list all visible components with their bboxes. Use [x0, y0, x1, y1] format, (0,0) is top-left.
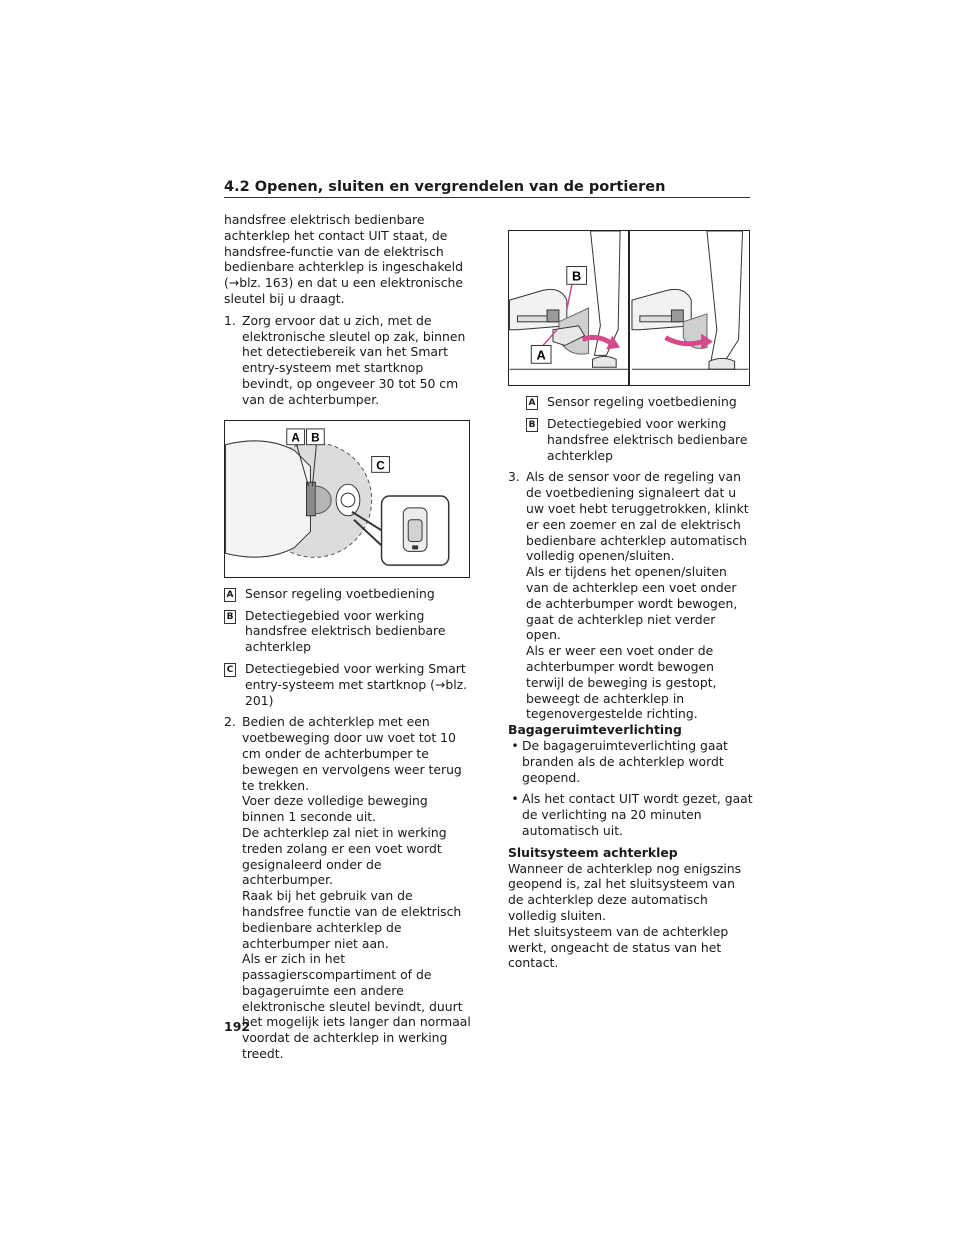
- legend-text: Detectiegebied voor werking Smart entry-systeem met startknop (→blz. 201): [245, 660, 468, 708]
- legend-badge: B: [224, 610, 236, 624]
- legend-text: Sensor regeling voetbediening: [547, 394, 737, 409]
- bullet-item: [508, 738, 753, 785]
- figure-foot-motion: [508, 230, 750, 386]
- legend-text: Detectiegebied voor werking handsfree elektrisch bedienbare achterklep: [547, 416, 748, 463]
- legend-text: Sensor regeling voetbediening: [245, 585, 435, 601]
- step-note: Als er tijdens het openen/sluiten van de achterklep een voet onder de achterbumper wordt bewogen, gaat de achterklep niet verder open.: [526, 564, 738, 643]
- figure-label-b: B: [572, 268, 582, 284]
- figure-label-a: A: [536, 347, 546, 363]
- smart-key-icon: [403, 507, 427, 550]
- figure-label-b: B: [311, 430, 320, 445]
- bumper-illustration-left: [510, 289, 567, 329]
- step-note: Raak bij het gebruik van de handsfree functie van de elektrisch bedienbare achterklep de achterbumper niet aan.: [242, 888, 462, 951]
- legend-item: [224, 608, 474, 655]
- step-1: [224, 313, 474, 408]
- bullet-symbol: •: [511, 791, 519, 807]
- right-column: [508, 230, 753, 971]
- step-text: Zorg ervoor dat u zich, met de elektronische sleutel op zak, binnen het detectiebereik van het Smart entry-systeem met startknop bevindt, op ongeveer 30 tot 50 cm van de achterbumper.: [242, 312, 466, 407]
- step-note: De achterklep zal niet in werking treden zolang er een voet wordt gesignaleerd onder de achterbumper.: [242, 824, 447, 888]
- figure-detection-range: [224, 420, 470, 578]
- page-number: 192: [224, 1019, 251, 1034]
- bullet-symbol: •: [511, 737, 519, 753]
- bullet-item: [508, 791, 753, 838]
- step-note: Als er zich in het passagierscompartiment of de bagageruimte een andere elektronische sleutel bevindt, duurt het mogelijk iets langer dan normaal voordat de achterklep in werking treedt.: [242, 951, 471, 1062]
- bumper-illustration-right: [632, 289, 691, 329]
- legend-badge: A: [526, 396, 538, 410]
- step-2: [224, 714, 474, 793]
- paragraph: Het sluitsysteem van de achterklep werkt, ongeacht de status van het contact.: [508, 923, 729, 971]
- intro-paragraph: handsfree elektrisch bedienbare achterklep het contact UIT staat, de handsfree-functie van de elektrisch bedienbare achterklep is ingeschakeld (→blz. 163) en dat u een elektronische sleutel bij u draagt.: [224, 212, 463, 306]
- bullet-text: Als het contact UIT wordt gezet, gaat de verlichting na 20 minuten automatisch uit.: [522, 791, 753, 838]
- heading-closing-system: Sluitsysteem achterklep: [508, 844, 678, 860]
- step-text: Als de sensor voor de regeling van de voetbediening signaleert dat u uw voet hebt teruggetrokken, klinkt er een zoemer en zal de elektrisch bedienbare achterklep automatisch volledig openen/sluiten.: [526, 469, 749, 564]
- legend-badge: B: [526, 418, 538, 432]
- paragraph: Wanneer de achterklep nog enigszins geopend is, zal het sluitsysteem van de achterklep deze automatisch volledig sluiten.: [508, 860, 742, 923]
- legend-badge: A: [224, 588, 236, 602]
- legs-right: [707, 231, 743, 369]
- step-note: Voer deze volledige beweging binnen 1 seconde uit.: [242, 793, 428, 825]
- step-number: 3.: [508, 469, 520, 485]
- left-column: [224, 212, 474, 1062]
- bullet-text: De bagageruimteverlichting gaat branden als de achterklep wordt geopend.: [522, 737, 728, 785]
- legend-item: [224, 586, 474, 602]
- heading-luggage-light: Bagageruimteverlichting: [508, 722, 682, 738]
- legend-item: [526, 394, 753, 410]
- step-number: 1.: [224, 312, 236, 328]
- legend-item: [224, 661, 474, 708]
- legend-text: Detectiegebied voor werking handsfree elektrisch bedienbare achterklep: [245, 607, 446, 655]
- step-number: 2.: [224, 714, 236, 730]
- section-header: 4.2 Openen, sluiten en vergrendelen van de portieren: [224, 179, 750, 198]
- legend-badge: C: [224, 663, 236, 677]
- legend-right: [526, 394, 753, 463]
- step-note: Als er weer een voet onder de achterbumper wordt bewogen terwijl de beweging is gestopt, beweegt de achterklep in tegenovergestelde richting.: [526, 643, 717, 722]
- person-top-view: [336, 484, 360, 516]
- step-3: [508, 469, 753, 564]
- legend-left: [224, 586, 474, 709]
- figure-label-c: C: [376, 457, 385, 472]
- legend-item: [526, 416, 753, 463]
- step-text: Bedien de achterklep met een voetbeweging door uw voet tot 10 cm onder de achterbumper te bewegen en vervolgens weer terug te trekken.: [242, 714, 462, 793]
- figure-label-a: A: [291, 430, 300, 445]
